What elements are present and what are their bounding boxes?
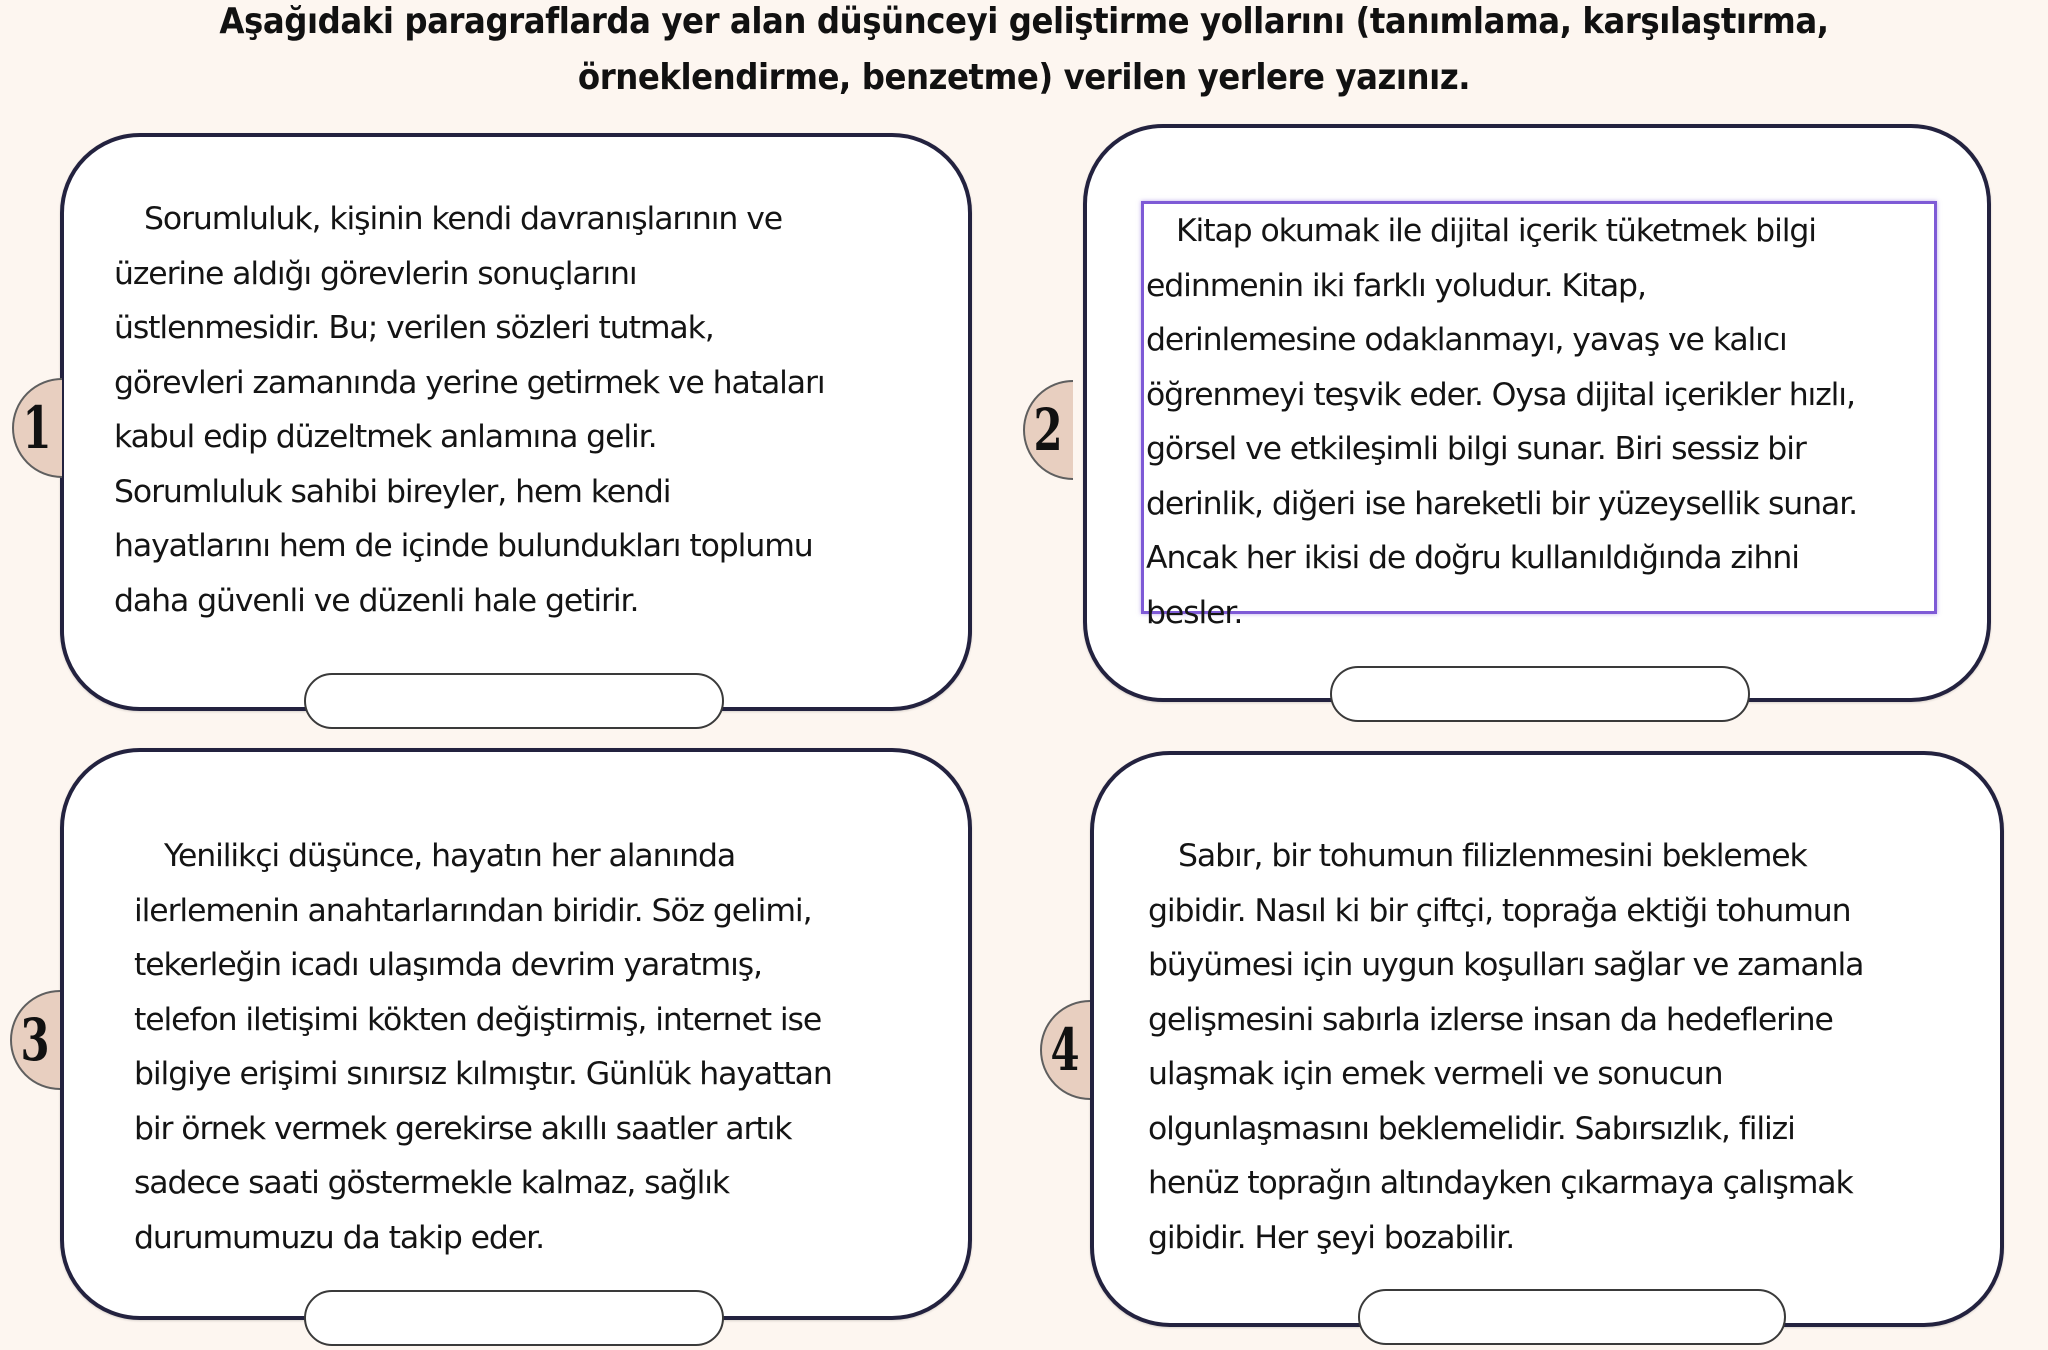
paragraph-line: üzerine aldığı görevlerin sonuçlarını (114, 255, 637, 292)
paragraph-card-1 (60, 133, 972, 711)
paragraph-line: sadece saati göstermekle kalmaz, sağlık (134, 1165, 730, 1201)
instructions-heading (102, 0, 1945, 106)
answer-field-2[interactable] (1330, 666, 1750, 722)
paragraph-line: ilerlemenin anahtarlarından biridir. Söz gelimi, (134, 892, 812, 929)
paragraph-line: ulaşmak için emek vermeli ve sonucun (1148, 1056, 1723, 1092)
paragraph-line: bilgiye erişimi sınırsız kılmıştır. Günlük hayattan (134, 1056, 832, 1092)
paragraph-line: büyümesi için uygun koşulları sağlar ve zamanla (1148, 947, 1864, 983)
paragraph-line: olgunlaşmasını beklemelidir. Sabırsızlık, filizi (1148, 1110, 1795, 1147)
answer-field-4[interactable] (1358, 1289, 1786, 1345)
paragraph-line: kabul edip düzeltmek anlamına gelir. (114, 419, 657, 455)
instructions-line: örneklendirme, benzetme) verilen yerlere yazınız. (577, 57, 1471, 98)
paragraph-line: görsel ve etkileşimli bilgi sunar. Biri sessiz bir (1146, 431, 1806, 467)
paragraph-line: üstlenmesidir. Bu; verilen sözleri tutmak, (114, 310, 714, 346)
paragraph-line: görevleri zamanında yerine getirmek ve hataları (114, 364, 825, 401)
paragraph-line: derinlik, diğeri ise hareketli bir yüzeysellik sunar. (1146, 485, 1858, 522)
paragraph-line: Sorumluluk, kişinin kendi davranışlarının ve (144, 201, 783, 237)
paragraph-line: Ancak her ikisi de doğru kullanıldığında zihni (1146, 540, 1799, 576)
paragraph-line: edinmenin iki farklı yoludur. Kitap, (1146, 267, 1646, 304)
paragraph-text (1148, 829, 1863, 1265)
number-badge-label: 2 (1033, 396, 1063, 464)
paragraph-line: gelişmesini sabırla izlerse insan da hedeflerine (1148, 1001, 1833, 1038)
paragraph-line: daha güvenli ve düzenli hale getirir. (114, 582, 639, 619)
paragraph-line: henüz toprağın altındayken çıkarmaya çalışmak (1148, 1165, 1853, 1201)
number-badge-label: 1 (22, 394, 52, 462)
number-badge-label: 4 (1050, 1016, 1080, 1084)
paragraph-text (134, 829, 832, 1265)
paragraph-line: Sabır, bir tohumun filizlenmesini beklemek (1178, 838, 1807, 874)
paragraph-line: Kitap okumak ile dijital içerik tüketmek bilgi (1176, 213, 1816, 249)
paragraph-line: bir örnek vermek gerekirse akıllı saatler artık (134, 1110, 792, 1147)
paragraph-line: hayatlarını hem de içinde bulundukları toplumu (114, 528, 813, 564)
paragraph-line: derinlemesine odaklanmayı, yavaş ve kalıcı (1146, 322, 1787, 358)
paragraph-text (1141, 201, 1937, 631)
paragraph-card-3 (60, 748, 972, 1320)
paragraph-card-2 (1083, 124, 1991, 702)
answer-field-1[interactable] (304, 673, 724, 729)
paragraph-line: durumumuzu da takip eder. (134, 1219, 544, 1256)
instructions-line: Aşağıdaki paragraflarda yer alan düşünceyi geliştirme yollarını (tanımlama, karşılaştırma, (219, 1, 1829, 42)
paragraph-line: besler. (1146, 594, 1243, 631)
paragraph-card-4 (1090, 751, 2004, 1327)
paragraph-line: Sorumluluk sahibi bireyler, hem kendi (114, 473, 671, 510)
paragraph-line: Yenilikçi düşünce, hayatın her alanında (164, 838, 736, 874)
number-badge-label: 3 (20, 1006, 50, 1074)
paragraph-line: gibidir. Her şeyi bozabilir. (1148, 1219, 1515, 1256)
paragraph-text (114, 192, 825, 628)
answer-field-3[interactable] (304, 1290, 724, 1346)
paragraph-line: tekerleğin icadı ulaşımda devrim yaratmış, (134, 947, 762, 983)
paragraph-line: öğrenmeyi teşvik eder. Oysa dijital içerikler hızlı, (1146, 376, 1855, 413)
paragraph-line: gibidir. Nasıl ki bir çiftçi, toprağa ektiği tohumun (1148, 892, 1851, 929)
paragraph-line: telefon iletişimi kökten değiştirmiş, internet ise (134, 1001, 822, 1038)
